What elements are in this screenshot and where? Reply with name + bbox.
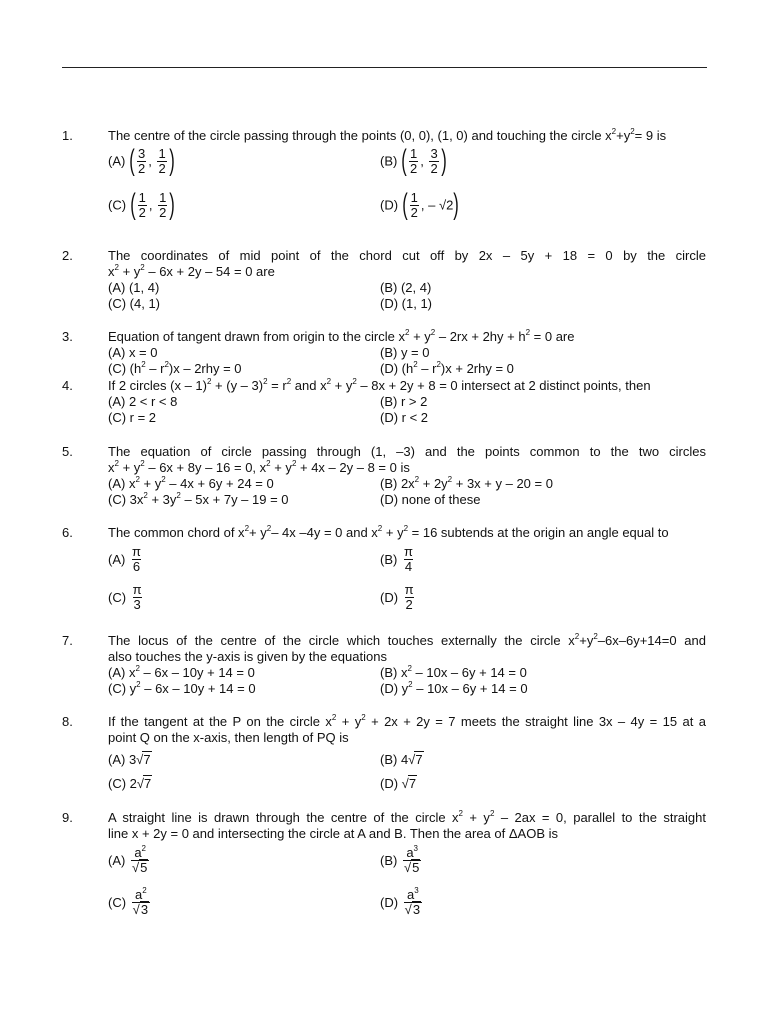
option-d: (D) $\frac{\pi}{2}$ <box>380 582 414 612</box>
option-c: (C) $\frac{\pi}{3}$ <box>108 582 142 612</box>
question-stem-line-2: $x^2 + y^2 - 6x + 8y - 16 = 0$, $x^2 + y^2 + 4x - 2y - 8 = 0$ is <box>108 459 410 475</box>
option-a: (A) ( $\frac{3}{2}$ , $\frac{1}{2}$ ) <box>108 144 175 177</box>
option-b: (B) 4√7 <box>380 752 423 767</box>
question-number: 4. <box>62 378 73 393</box>
option-b: (B) $\frac{\pi}{4}$ <box>380 544 413 574</box>
question-stem-line-1: The coordinates of mid point of the chord cut off by 2x – 5y + 18 = 0 by the circle <box>108 248 706 263</box>
option-b: (B) $2x^2 + 2y^2 + 3x + y - 20 = 0$ <box>380 475 553 491</box>
option-b: (B) (2, 4) <box>380 280 432 295</box>
option-a: (A) $x^2 - 6x - 10y + 14 = 0$ <box>108 664 255 680</box>
question-stem-line-2: point Q on the x-axis, then length of PQ is <box>108 730 349 745</box>
option-d: (D) none of these <box>380 492 481 507</box>
option-a: (A) $\frac{\pi}{6}$ <box>108 544 141 574</box>
question-stem-line-2: line x + 2y = 0 and intersecting the circle at A and B. Then the area of ΔAOB is <box>108 826 558 841</box>
option-b: (B) y = 0 <box>380 345 430 360</box>
option-c: (C) $3x^2 + 3y^2 - 5x + 7y - 19 = 0$ <box>108 491 289 507</box>
option-c: (C) (4, 1) <box>108 296 160 311</box>
option-b: (B) $\frac{a^3}{√5}$ <box>380 844 420 875</box>
option-c: (C) r = 2 <box>108 410 157 425</box>
question-number: 8. <box>62 714 73 729</box>
question-number: 2. <box>62 248 73 263</box>
question-number: 9. <box>62 810 73 825</box>
question-number: 3. <box>62 329 73 344</box>
question-stem: The common chord of $x^2+ y^2-$ 4x –4y = 0 and $x^2 + y^2 = 16$ subtends at the origin an angle equal to <box>108 524 669 540</box>
option-c: (C) ( $\frac{1}{2}$ , $\frac{1}{2}$ ) <box>108 188 176 221</box>
option-d: (D) $(h^2 - r^2)x + 2rhy = 0$ <box>380 360 514 376</box>
option-b: (B) r > 2 <box>380 394 428 409</box>
question-stem: Equation of tangent drawn from origin to the circle $x^2 + y^2 - 2rx + 2hy + h^2 = 0$ are <box>108 328 575 344</box>
question-stem-line-1: A straight line is drawn through the centre of the circle $x^2 + y^2 - 2ax = 0$, parallel to the straight <box>108 809 706 825</box>
option-a: (A) (1, 4) <box>108 280 160 295</box>
option-d: (D) √7 <box>380 776 417 791</box>
question-number: 7. <box>62 633 73 648</box>
question-stem-line-1: The equation of circle passing through (1, –3) and the points common to the two circles <box>108 444 706 459</box>
question-stem-line-2: $x^2 + y^2 - 6x + 2y - 54 = 0$ are <box>108 263 275 279</box>
option-a: (A) 3√7 <box>108 752 151 767</box>
option-a: (A) 2 < r < 8 <box>108 394 178 409</box>
option-c: (C) $y^2 - 6x - 10y + 14 = 0$ <box>108 680 256 696</box>
option-d: (D) ( $\frac{1}{2}$ , – √2) <box>380 188 460 221</box>
option-a: (A) $x^2 + y^2 - 4x + 6y + 24 = 0$ <box>108 475 274 491</box>
question-stem-line-1: If the tangent at the P on the circle $x^2 + y^2 + 2x + 2y = 7$ meets the straight line 3x – 4y = 15 at a <box>108 713 706 729</box>
question-stem: The centre of the circle passing through the points (0, 0), (1, 0) and touching the circle $x^2+y^2= 9$ is <box>108 127 667 143</box>
question-number: 6. <box>62 525 73 540</box>
question-number: 1. <box>62 128 73 143</box>
option-a: (A) x = 0 <box>108 345 158 360</box>
option-d: (D) r < 2 <box>380 410 429 425</box>
option-c: (C) 2√7 <box>108 776 152 791</box>
option-b: (B) ( $\frac{1}{2}$ , $\frac{3}{2}$ ) <box>380 144 447 177</box>
option-b: (B) $x^2 - 10x - 6y + 14 = 0$ <box>380 664 527 680</box>
option-d: (D) $y^2 - 10x - 6y + 14 = 0$ <box>380 680 528 696</box>
question-stem: If 2 circles $(x - 1)^2 + (y - 3)^2 = r^2$ and $x^2 + y^2 - 8x + 2y + 8 = 0$ intersect at 2 distinct points, then <box>108 377 651 393</box>
option-a: (A) $\frac{a^2}{√5}$ <box>108 844 148 875</box>
question-stem-line-1: The locus of the centre of the circle which touches externally the circle $x^2+y^2-6x-6y+14=0$ and <box>108 632 706 648</box>
header-rule <box>62 67 707 68</box>
option-d: (D) (1, 1) <box>380 296 432 311</box>
option-c: (C) $\frac{a^2}{√3}$ <box>108 886 149 917</box>
option-d: (D) $\frac{a^3}{√3}$ <box>380 886 421 917</box>
option-c: (C) $(h^2 - r^2)x - 2rhy = 0$ <box>108 360 242 376</box>
question-number: 5. <box>62 444 73 459</box>
question-stem-line-2: also touches the y-axis is given by the equations <box>108 649 387 664</box>
